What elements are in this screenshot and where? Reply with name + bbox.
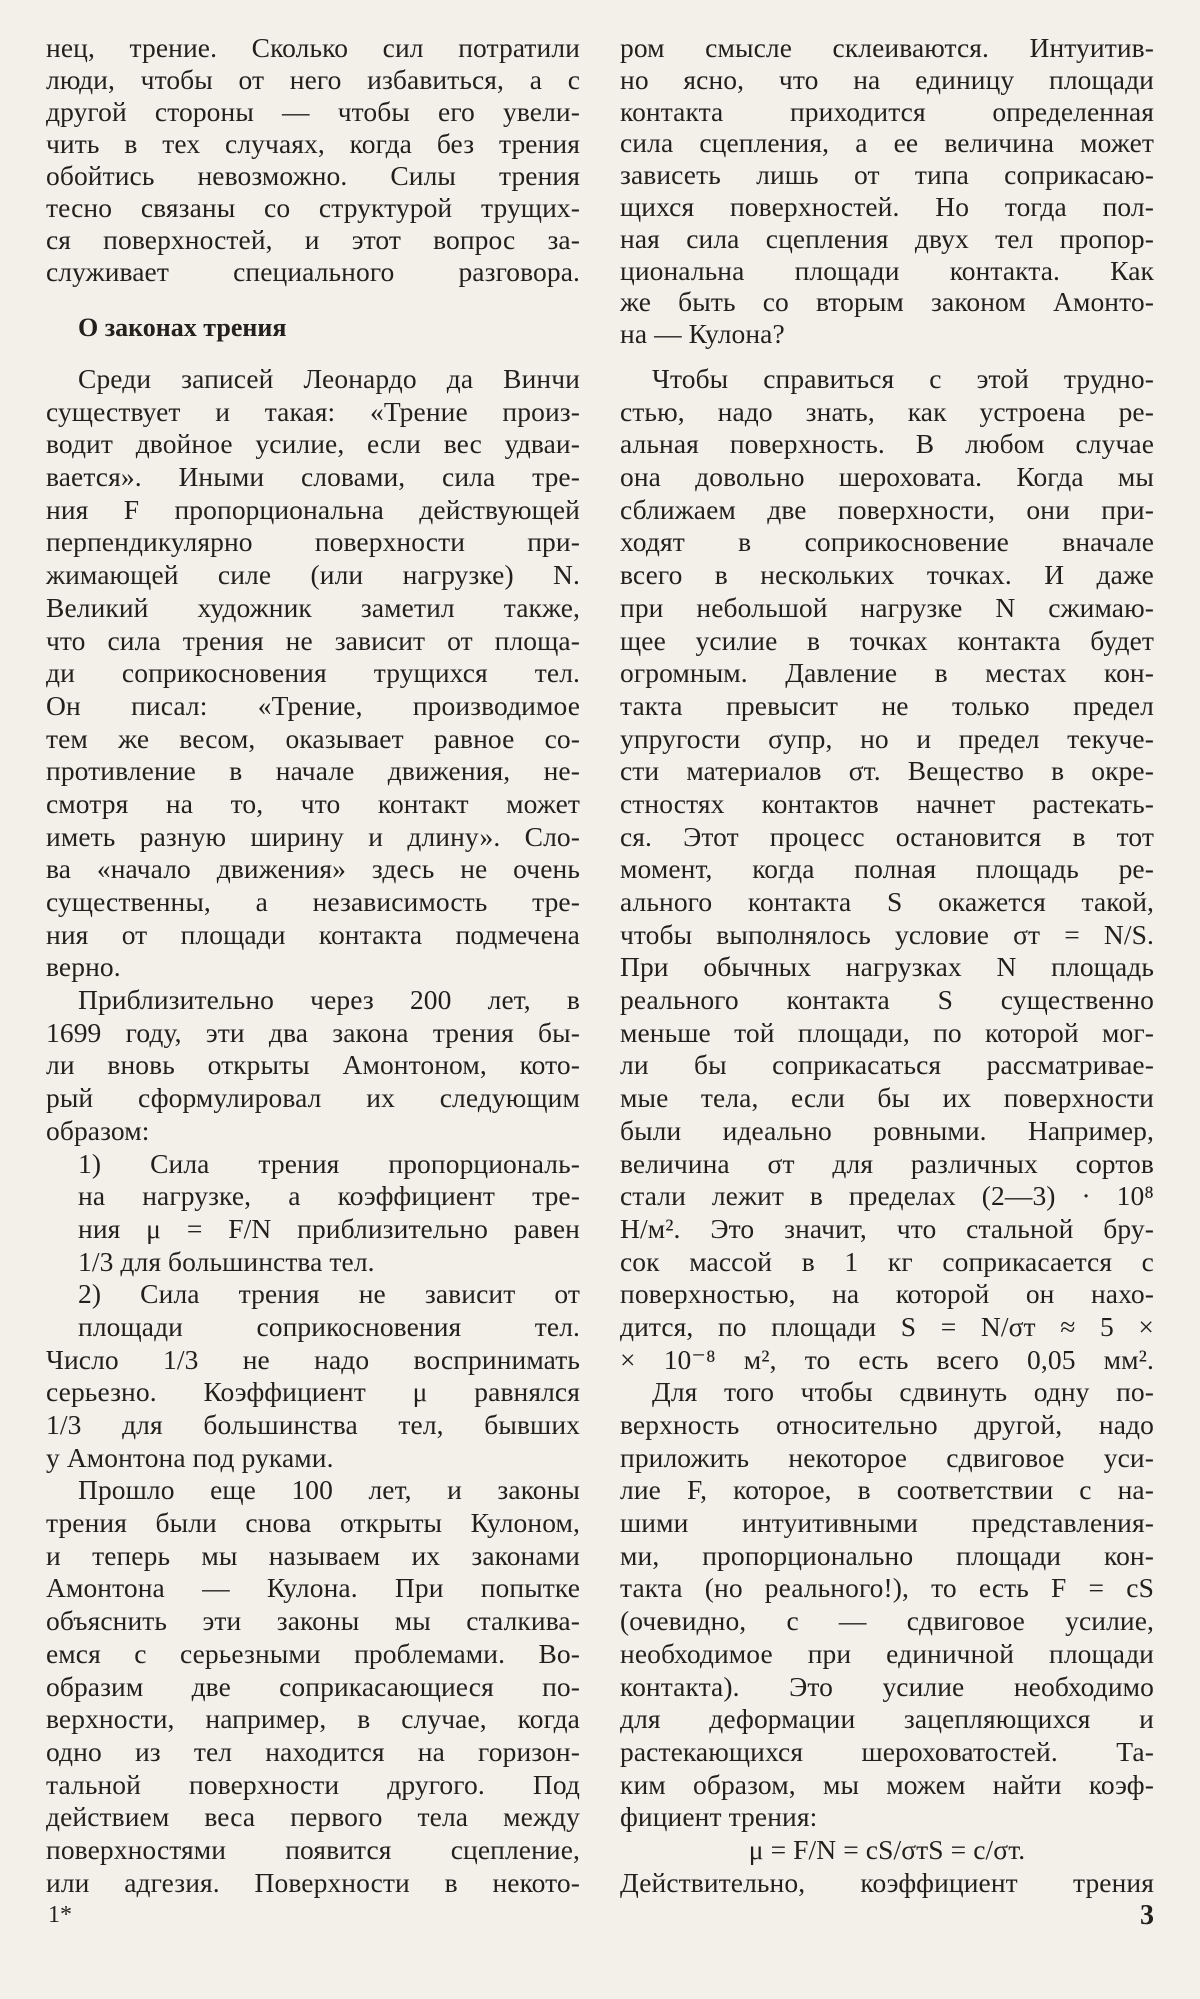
text-line: Число 1/3 не надо воспринимать <box>46 1343 580 1375</box>
text-line: люди, чтобы от него избавиться, а с <box>46 64 580 95</box>
text-line: ния от площади контакта подмечена <box>46 918 580 950</box>
text-line: Амонтона — Кулона. При попытке <box>46 1572 580 1604</box>
formula-line: μ = F/N = cS/σтS = c/σт. <box>748 1833 1026 1865</box>
text-line: стностях контактов начнет растекать- <box>620 787 1154 819</box>
text-line: чить в тех случаях, когда без трения <box>46 128 580 159</box>
text-line: другой стороны — чтобы его увели- <box>46 96 580 127</box>
text-line: были идеально ровными. Например, <box>620 1114 1154 1146</box>
text-line: трения были снова открыты Кулоном, <box>46 1507 580 1539</box>
text-line: перпендикулярно поверхности при- <box>46 526 580 558</box>
text-line: верхность относительно другой, надо <box>620 1409 1154 1440</box>
text-line: ся поверхностей, и этот вопрос за- <box>46 224 580 255</box>
text-line: момент, когда полная площадь ре- <box>620 853 1154 885</box>
text-line: необходимое при единичной площади <box>620 1637 1154 1669</box>
text-line: Он писал: «Трение, производимое <box>46 689 580 721</box>
text-line: для деформации зацепляющихся и <box>620 1703 1154 1735</box>
text-line: обойтись невозможно. Силы трения <box>46 160 580 191</box>
text-line: стью, надо знать, как устроена ре- <box>620 395 1154 427</box>
text-line: Приблизительно через 200 лет, в <box>78 984 580 1016</box>
text-line: приложить некоторое сдвиговое уси- <box>620 1441 1154 1473</box>
left-block-main <box>46 363 580 1899</box>
text-line: ния μ = F/N приблизительно равен <box>78 1212 580 1244</box>
text-line: мые тела, если бы их поверхности <box>620 1082 1154 1114</box>
text-line: 2) Сила трения не зависит от <box>78 1278 580 1310</box>
text-line: щихся поверхностей. Но тогда пол- <box>620 190 1154 222</box>
text-line: серьезно. Коэффициент μ равнялся <box>46 1376 580 1408</box>
text-line: действием веса первого тела между <box>46 1801 580 1833</box>
text-line: поверхностями появится сцепление, <box>46 1833 580 1865</box>
text-line: 1/3 для большинства тел, бывших <box>46 1409 580 1440</box>
text-line: рый сформулировал их следующим <box>46 1082 580 1114</box>
text-line: щее усилие в точках контакта будет <box>620 624 1154 656</box>
text-line: величина σт для различных сортов <box>620 1147 1154 1179</box>
text-line: ди соприкосновения трущихся тел. <box>46 657 580 689</box>
section-heading: О законах трения <box>78 313 287 342</box>
text-line: сближаем две поверхности, они при- <box>620 493 1154 525</box>
text-line: верно. <box>46 951 121 983</box>
text-line: ся. Этот процесс остановится в тот <box>620 820 1154 852</box>
text-line: упругости σупр, но и предел текуче- <box>620 722 1154 754</box>
text-line: сила сцепления, а ее величина может <box>620 127 1154 159</box>
text-line: ния F пропорциональна действующей <box>46 493 580 525</box>
text-line: она довольно шероховата. Когда мы <box>620 461 1154 493</box>
text-line: Действительно, коэффициент трения <box>620 1866 1154 1898</box>
text-line: Для того чтобы сдвинуть одну по- <box>652 1376 1154 1408</box>
text-line: всего в нескольких точках. И даже <box>620 559 1154 591</box>
signature-mark: 1* <box>48 1902 72 1928</box>
text-line: 1/3 для большинства тел. <box>78 1245 375 1277</box>
text-line: площади соприкосновения тел. <box>78 1310 580 1342</box>
text-line: сти материалов σт. Вещество в окре- <box>620 755 1154 787</box>
text-line: жимающей силе (или нагрузке) N. <box>46 559 580 591</box>
text-line: 1699 году, эти два закона трения бы- <box>46 1016 580 1048</box>
text-line: При обычных нагрузках N площадь <box>620 951 1154 983</box>
text-line: контакта приходится определенная <box>620 95 1154 127</box>
text-line: растекающихся шероховатостей. Та- <box>620 1735 1154 1767</box>
left-block-top <box>46 32 580 288</box>
text-line: что сила трения не зависит от площа- <box>46 624 580 656</box>
text-line: при небольшой нагрузке N сжимаю- <box>620 591 1154 623</box>
text-line: тальной поверхности другого. Под <box>46 1768 580 1800</box>
text-line: Н/м². Это значит, что стальной бру- <box>620 1212 1154 1244</box>
text-line: (очевидно, c — сдвиговое усилие, <box>620 1605 1154 1637</box>
text-line: 1) Сила трения пропорциональ- <box>78 1147 580 1179</box>
text-line: сок массой в 1 кг соприкасается с <box>620 1245 1154 1277</box>
text-line: ального контакта S окажется такой, <box>620 886 1154 917</box>
text-line: × 10⁻⁸ м², то есть всего 0,05 мм². <box>620 1343 1154 1375</box>
text-line: такта превысит не только предел <box>620 689 1154 721</box>
text-line: существенны, а независимость тре- <box>46 886 580 917</box>
text-line: на нагрузке, а коэффициент тре- <box>78 1180 580 1212</box>
text-line: чтобы выполнялось условие σт = N/S. <box>620 918 1154 950</box>
text-line: ми, пропорционально площади кон- <box>620 1539 1154 1571</box>
text-line: образом: <box>46 1114 150 1146</box>
text-line: лие F, которое, в соответствии с на- <box>620 1474 1154 1506</box>
text-line: ли бы соприкасаться рассматривае- <box>620 1049 1154 1081</box>
text-line: ли вновь открыты Амонтоном, кото- <box>46 1049 580 1081</box>
text-line: фициент трения: <box>620 1801 818 1833</box>
text-line: же быть со вторым законом Амонто- <box>620 286 1154 318</box>
text-line: огромным. Давление в местах кон- <box>620 657 1154 689</box>
text-line: стали лежит в пределах (2—3) · 10⁸ <box>620 1180 1154 1212</box>
text-line: тесно связаны со структурой трущих- <box>46 192 580 223</box>
page-number: 3 <box>1140 1900 1154 1931</box>
text-line: альная поверхность. В любом случае <box>620 428 1154 460</box>
right-block-main <box>620 363 1154 1899</box>
text-line: смотря на то, что контакт может <box>46 787 580 819</box>
text-line: одно из тел находится на горизон- <box>46 1735 580 1767</box>
text-line: противление в начале движения, не- <box>46 755 580 787</box>
text-line: зависеть лишь от типа соприкасаю- <box>620 159 1154 191</box>
text-line: ва «начало движения» здесь не очень <box>46 853 580 885</box>
text-line: ходят в соприкосновение вначале <box>620 526 1154 558</box>
text-line: служивает специального разговора. <box>46 256 580 287</box>
text-line: шими интуитивными представления- <box>620 1507 1154 1539</box>
text-line: ким образом, мы можем найти коэф- <box>620 1768 1154 1800</box>
text-line: на — Кулона? <box>620 318 785 350</box>
text-line: у Амонтона под руками. <box>46 1441 334 1473</box>
text-line: но ясно, что на единицу площади <box>620 63 1154 95</box>
text-line: меньше той площади, по которой мог- <box>620 1016 1154 1048</box>
text-line: верхности, например, в случае, когда <box>46 1703 580 1735</box>
text-line: Прошло еще 100 лет, и законы <box>78 1474 580 1506</box>
text-line: объяснить эти законы мы сталкива- <box>46 1605 580 1637</box>
text-line: или адгезия. Поверхности в некото- <box>46 1866 580 1898</box>
text-line: контакта). Это усилие необходимо <box>620 1670 1154 1702</box>
text-line: ром смысле склеиваются. Интуитив- <box>620 32 1154 63</box>
text-line: такта (но реального!), то есть F = cS <box>620 1572 1154 1604</box>
text-line: вается». Иными словами, сила тре- <box>46 461 580 493</box>
text-line: Среди записей Леонардо да Винчи <box>78 363 580 394</box>
text-line: Великий художник заметил также, <box>46 591 580 623</box>
text-line: ная сила сцепления двух тел пропор- <box>620 222 1154 254</box>
text-line: существует и такая: «Трение произ- <box>46 395 580 427</box>
text-line: тем же весом, оказывает равное со- <box>46 722 580 754</box>
text-line: Чтобы справиться с этой трудно- <box>652 363 1154 394</box>
text-line: емся с серьезными проблемами. Во- <box>46 1637 580 1669</box>
text-line: и теперь мы называем их законами <box>46 1539 580 1571</box>
text-line: реального контакта S существенно <box>620 984 1154 1016</box>
right-block-top <box>620 32 1154 350</box>
text-line: дится, по площади S = N/σт ≈ 5 × <box>620 1310 1154 1342</box>
text-line: образим две соприкасающиеся по- <box>46 1670 580 1702</box>
text-line: водит двойное усилие, если вес удваи- <box>46 428 580 460</box>
text-line: иметь разную ширину и длину». Сло- <box>46 820 580 852</box>
text-line: циональна площади контакта. Как <box>620 254 1154 286</box>
text-line: нец, трение. Сколько сил потратили <box>46 32 580 63</box>
text-line: поверхностью, на которой он нахо- <box>620 1278 1154 1310</box>
